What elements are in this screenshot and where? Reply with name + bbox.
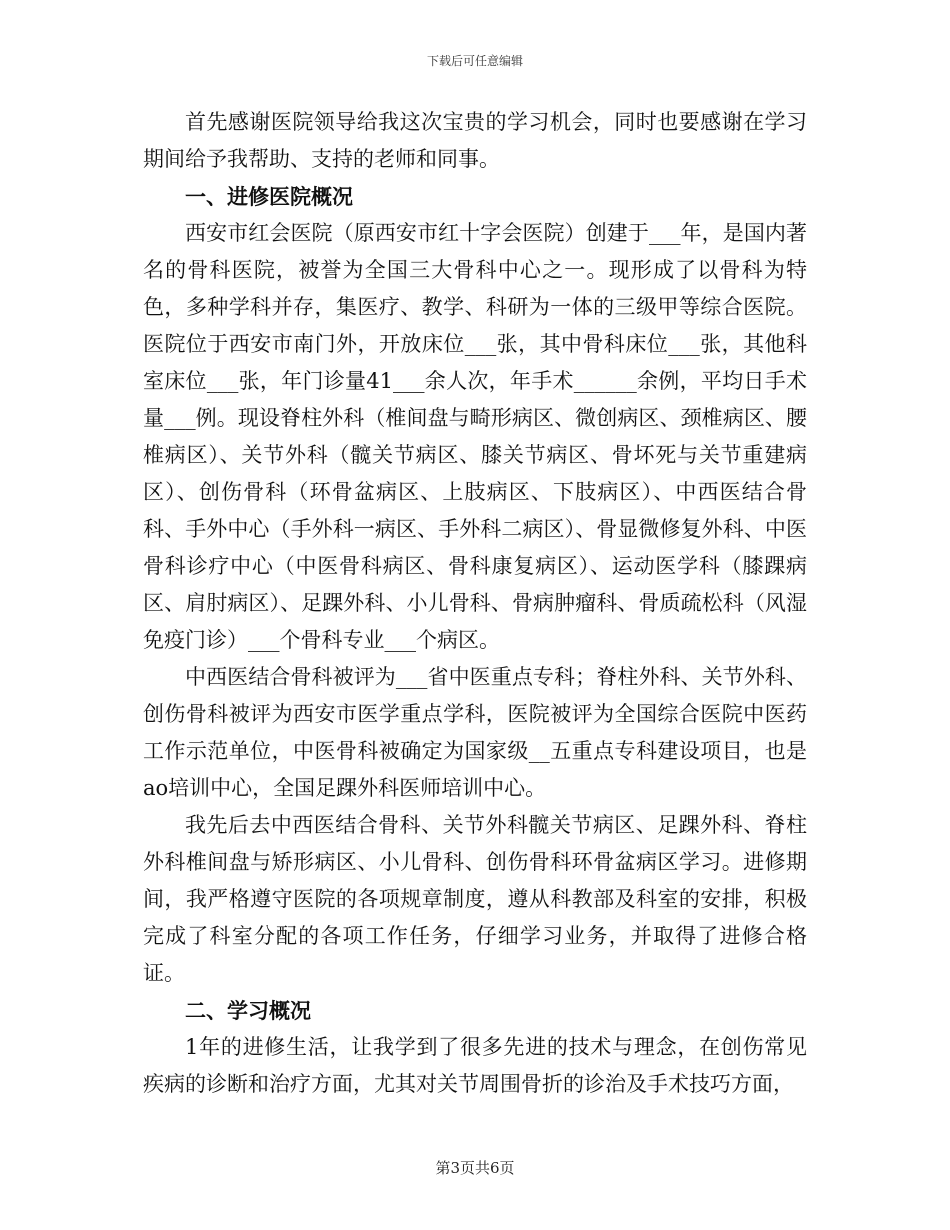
paragraph-training-departments: 我先后去中西医结合骨科、关节外科髋关节病区、足踝外科、脊柱外科椎间盘与矫形病区、小儿骨科、创伤骨科环骨盆病区学习。进修期间，我严格遵守医院的各项规章制度，遵从科教部及科室的安排，积极完成了科室分配的各项工作任务，仔细学习业务，并取得了进修合格证。 (143, 813, 807, 985)
page-header: 下载后可任意编辑 (426, 54, 523, 68)
document-body (143, 104, 807, 1103)
page-number: 第3页共6页 (435, 1159, 515, 1177)
paragraph-hospital-honors: 中西医结合骨科被评为___省中医重点专科；脊柱外科、关节外科、创伤骨科被评为西安市医学重点学科，医院被评为全国综合医院中医药工作示范单位，中医骨科被确定为国家级__五重点专科建设项目，也是ao培训中心，全国足踝外科医师培训中心。 (143, 665, 807, 800)
section-heading-hospital-overview: 一、进修医院概况 (185, 184, 353, 209)
paragraph-thanks: 首先感谢医院领导给我这次宝贵的学习机会，同时也要感谢在学习期间给予我帮助、支持的老师和同事。 (143, 110, 807, 171)
paragraph-study-summary: 1年的进修生活，让我学到了很多先进的技术与理念，在创伤常见疾病的诊断和治疗方面，尤其对关节周围骨折的诊治及手术技巧方面， (143, 1035, 807, 1096)
section-heading-study-overview: 二、学习概况 (185, 998, 311, 1023)
paragraph-hospital-intro: 西安市红会医院（原西安市红十字会医院）创建于___年，是国内著名的骨科医院，被誉为全国三大骨科中心之一。现形成了以骨科为特色，多种学科并存，集医疗、教学、科研为一体的三级甲等综合医院。医院位于西安市南门外，开放床位___张，其中骨科床位___张，其他科室床位___张，年门诊量41___余人次，年手术______余例，平均日手术量___例。现设脊柱外科（椎间盘与畸形病区、微创病区、颈椎病区、腰椎病区）、关节外科（髋关节病区、膝关节病区、骨坏死与关节重建病区）、创伤骨科（环骨盆病区、上肢病区、下肢病区）、中西医结合骨科、手外中心（手外科一病区、手外科二病区）、骨显微修复外科、中医骨科诊疗中心（中医骨科病区、骨科康复病区）、运动医学科（膝踝病区、肩肘病区）、足踝外科、小儿骨科、骨病肿瘤科、骨质疏松科（风湿免疫门诊）___个骨科专业___个病区。 (143, 221, 807, 652)
